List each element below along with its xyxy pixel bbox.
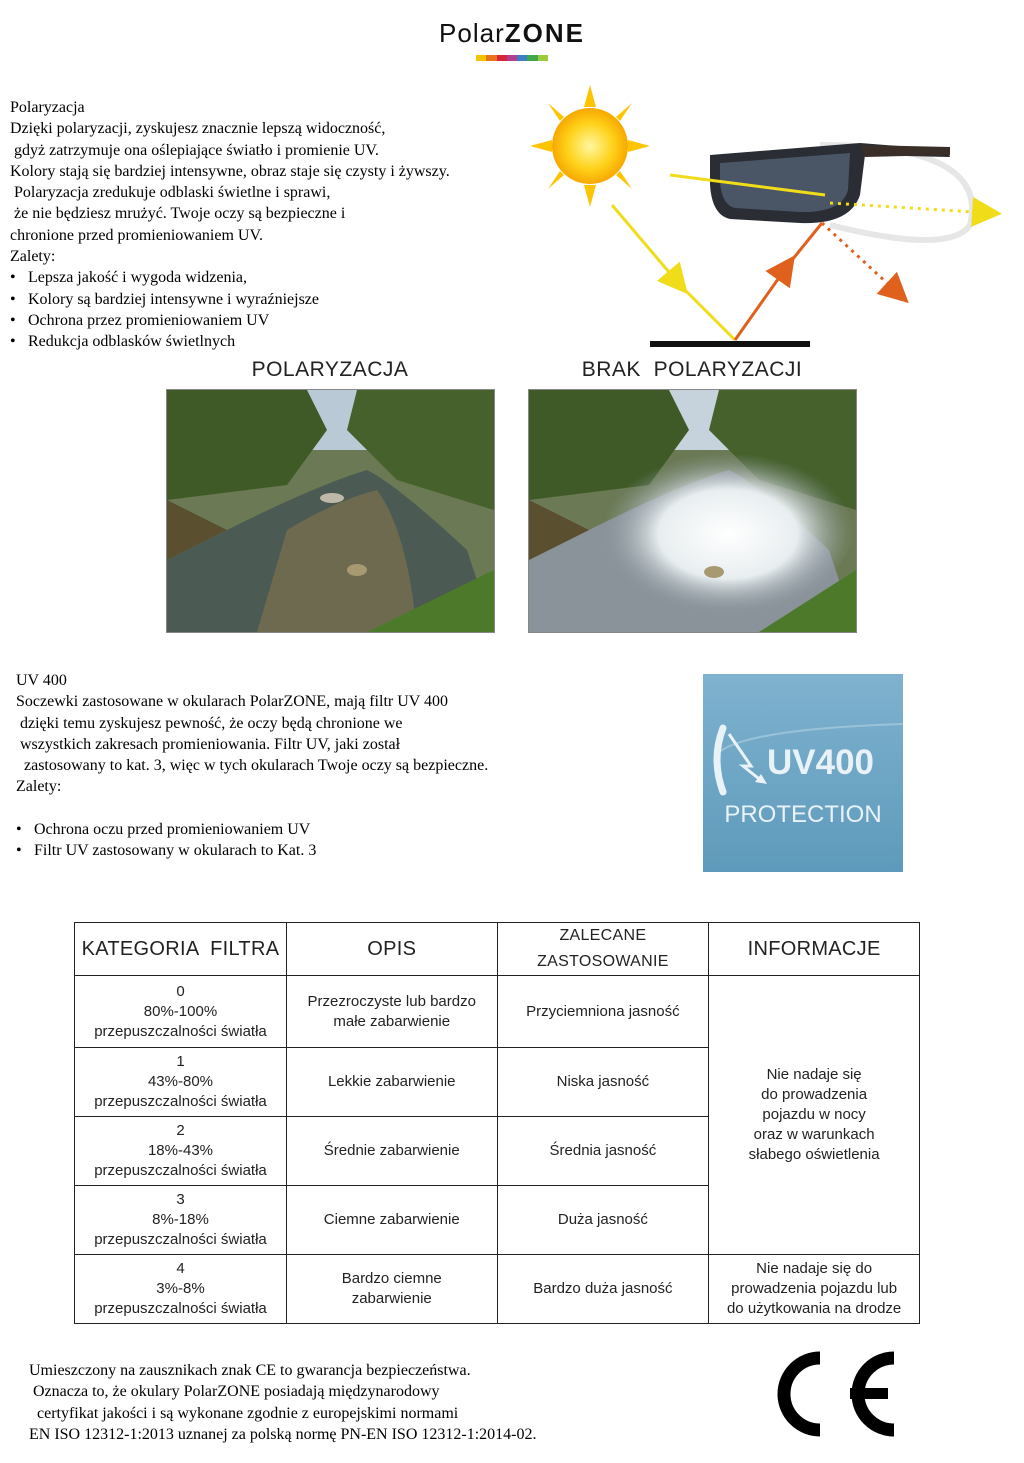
category-cell: 4 3%-8% przepuszczalności światła	[75, 1255, 287, 1324]
brand-wordmark: PolarZONE	[439, 18, 585, 48]
header-description: OPIS	[286, 923, 497, 976]
stripe-segment	[497, 55, 507, 61]
table-header-row	[75, 923, 920, 976]
stripe-segment	[476, 55, 486, 61]
category-cell: 2 18%-43% przepuszczalności światła	[75, 1117, 287, 1186]
brand-color-stripe	[476, 55, 548, 61]
description-cell: Ciemne zabarwienie	[286, 1186, 497, 1255]
text-line: Umieszczony na zausznikach znak CE to gwarancja bezpieczeństwa.	[29, 1362, 471, 1379]
uv400-protection-badge	[703, 674, 903, 872]
list-item: • Ochrona przez promieniowaniem UV	[10, 311, 270, 329]
header-recommended-use: ZALECANE ZASTOSOWANIE	[497, 923, 709, 976]
brand-logo	[0, 18, 1024, 61]
text-line: gdyż zatrzymuje ona oślepiające światło i promienie UV.	[10, 141, 379, 159]
stripe-segment	[527, 55, 537, 61]
category-cell: 0 80%-100% przepuszczalności światła	[75, 976, 287, 1048]
category-cell: 3 8%-18% przepuszczalności światła	[75, 1186, 287, 1255]
text-line: Soczewki zastosowane w okularach PolarZONE, mają filtr UV 400	[16, 693, 449, 711]
text-line: Polaryzacja zredukuje odblaski świetlne i sprawi,	[10, 184, 331, 202]
text-line: wszystkich zakresach promieniowania. Filtr UV, jaki został	[16, 735, 401, 753]
description-cell: Średnie zabarwienie	[286, 1117, 497, 1186]
advantages-label: Zalety:	[16, 778, 62, 796]
caption-not-polarized: BRAK POLARYZACJI	[581, 358, 803, 381]
use-cell: Niska jasność	[497, 1048, 709, 1117]
photo-polarized	[166, 389, 495, 633]
category-cell: 1 43%-80% przepuszczalności światła	[75, 1048, 287, 1117]
stripe-segment	[538, 55, 548, 61]
reflected-ray	[735, 265, 788, 340]
badge-sub-text: PROTECTION	[724, 801, 882, 828]
ce-mark-icon	[758, 1348, 898, 1440]
list-item: • Redukcja odblasków świetlnych	[10, 333, 236, 351]
stripe-segment	[507, 55, 517, 61]
list-item: • Filtr UV zastosowany w okularach to Kat. 3	[16, 842, 317, 860]
filter-category-table	[74, 922, 920, 1324]
list-item: • Lepsza jakość i wygoda widzenia,	[10, 269, 248, 287]
section-title: Polaryzacja	[10, 99, 85, 116]
text-line: certyfikat jakości i są wykonane zgodnie z europejskimi normami	[29, 1404, 459, 1422]
list-item: • Ochrona oczu przed promieniowaniem UV	[16, 820, 311, 838]
reflective-surface	[650, 341, 810, 347]
use-cell: Średnia jasność	[497, 1117, 709, 1186]
uv400-section	[16, 670, 656, 861]
light-ray	[612, 205, 680, 285]
polarization-section	[10, 97, 530, 353]
table-row	[75, 1255, 920, 1324]
header-information: INFORMACJE	[709, 923, 920, 976]
text-line: Dzięki polaryzacji, zyskujesz znacznie lepszą widoczność,	[10, 120, 386, 138]
badge-main-text: UV400	[767, 743, 875, 782]
reflected-ray	[788, 223, 822, 265]
use-cell: Przyciemniona jasność	[497, 976, 709, 1048]
header-category: KATEGORIA FILTRA	[75, 923, 287, 976]
sunglasses-icon	[710, 143, 950, 223]
caption-polarized: POLARYZACJA	[251, 358, 409, 381]
table-row	[75, 976, 920, 1048]
text-line: zastosowany to kat. 3, więc w tych okularach Twoje oczy są bezpieczne.	[16, 757, 489, 775]
light-ray	[830, 203, 990, 213]
stripe-segment	[517, 55, 527, 61]
polarization-illustration	[530, 85, 1024, 355]
text-line: Kolory stają się bardziej intensywne, obraz staje się czysty i żywszy.	[10, 162, 450, 180]
text-line: EN ISO 12312-1:2013 uznanej za polską normę PN-EN ISO 12312-1:2014-02.	[29, 1425, 537, 1443]
text-line: dzięki temu zyskujesz pewność, że oczy będą chronione we	[16, 714, 403, 732]
text-line: Oznacza to, że okulary PolarZONE posiadają międzynarodowy	[29, 1383, 440, 1401]
stripe-segment	[486, 55, 496, 61]
description-cell: Bardzo ciemne zabarwienie	[286, 1255, 497, 1324]
use-cell: Duża jasność	[497, 1186, 709, 1255]
ce-section	[29, 1360, 709, 1445]
list-item: • Kolory są bardziej intensywne i wyraźniejsze	[10, 290, 320, 308]
description-cell: Lekkie zabarwienie	[286, 1048, 497, 1117]
text-line: że nie będziesz mrużyć. Twoje oczy są bezpieczne i	[10, 205, 346, 223]
photo-not-polarized	[528, 389, 857, 633]
sun-icon	[530, 85, 650, 207]
use-cell: Bardzo duża jasność	[497, 1255, 709, 1324]
description-cell: Przezroczyste lub bardzo małe zabarwienie	[286, 976, 497, 1048]
light-ray	[680, 285, 735, 340]
section-title: UV 400	[16, 672, 67, 689]
info-cell-night: Nie nadaje się do prowadzenia pojazdu w nocy oraz w warunkach słabego oświetlenia	[709, 976, 920, 1255]
advantages-label: Zalety:	[10, 248, 56, 266]
info-cell-road: Nie nadaje się do prowadzenia pojazdu lub do użytkowania na drodze	[709, 1255, 920, 1324]
text-line: chronione przed promieniowaniem UV.	[10, 226, 263, 244]
